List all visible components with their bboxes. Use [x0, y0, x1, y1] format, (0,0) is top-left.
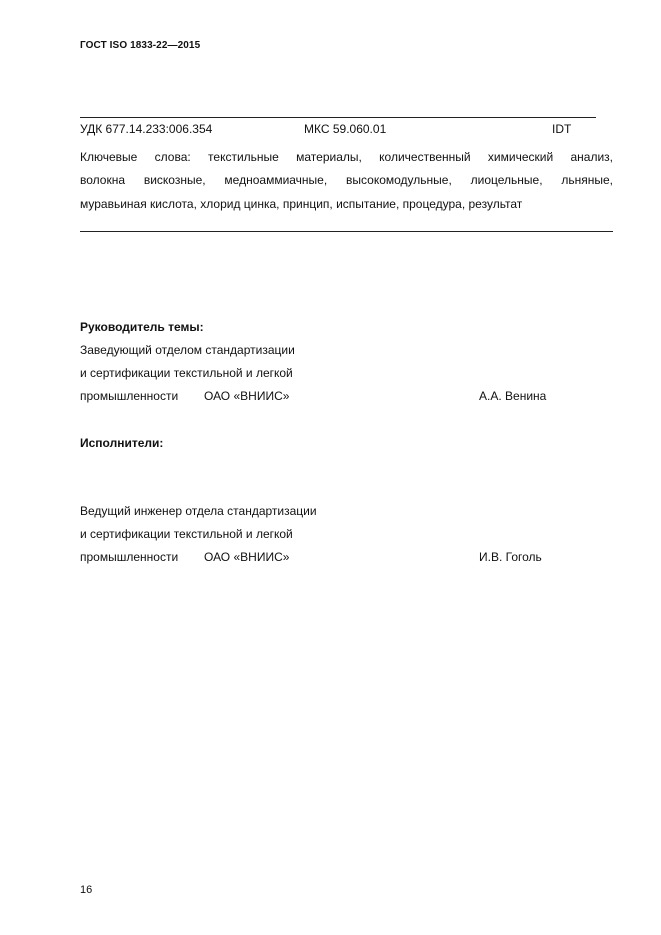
leader-position-line: Заведующий отделом стандартизации	[80, 343, 295, 357]
udk-code: УДК 677.14.233:006.354	[80, 122, 213, 136]
standard-header: ГОСТ ISO 1833-22—2015	[80, 40, 201, 51]
leader-position-line: и сертификации текстильной и легкой	[80, 366, 293, 380]
equivalence-code: IDT	[552, 122, 572, 136]
keywords-line: муравьиная кислота, хлорид цинка, принцип, испытание, процедура, результат	[80, 197, 523, 211]
executor-name: И.В. Гоголь	[479, 550, 542, 564]
mks-code: МКС 59.060.01	[304, 122, 387, 136]
page-number: 16	[80, 884, 93, 896]
executors-label: Исполнители:	[80, 436, 164, 450]
keywords-line: Ключевые слова: текстильные материалы, количественный химический анализ,	[80, 150, 613, 164]
keywords-line: волокна вискозные, медноаммиачные, высокомодульные, лиоцельные, льняные,	[80, 173, 613, 187]
leader-organization: ОАО «ВНИИС»	[204, 389, 290, 403]
executor-organization: ОАО «ВНИИС»	[204, 550, 290, 564]
bottom-divider	[80, 231, 613, 232]
executor-position-line: Ведущий инженер отдела стандартизации	[80, 504, 317, 518]
leader-label: Руководитель темы:	[80, 320, 204, 334]
leader-name: А.А. Венина	[479, 389, 547, 403]
leader-position-line: промышленности	[80, 389, 179, 403]
top-divider	[80, 117, 596, 118]
executor-position-line: промышленности	[80, 550, 179, 564]
executor-position-line: и сертификации текстильной и легкой	[80, 527, 293, 541]
